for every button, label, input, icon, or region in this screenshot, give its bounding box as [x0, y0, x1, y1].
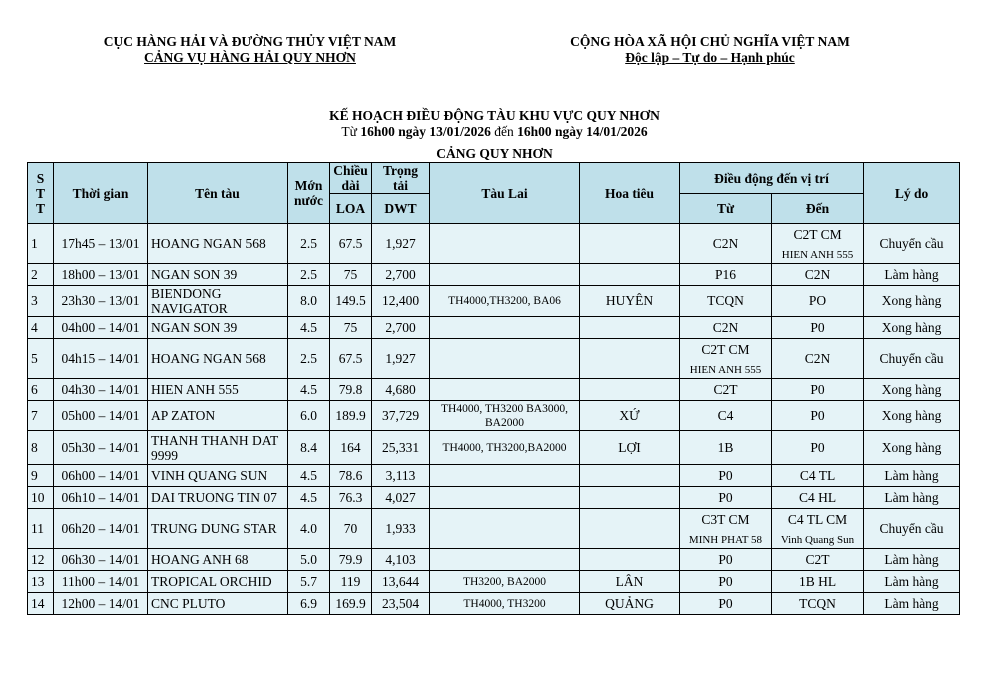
row-time: 17h45 – 13/01 — [54, 224, 148, 264]
row-time: 23h30 – 13/01 — [54, 286, 148, 317]
row-ship-name: NGAN SON 39 — [148, 264, 288, 286]
row-from-main: P0 — [718, 573, 733, 589]
row-dwt: 2,700 — [372, 264, 430, 286]
table-row — [28, 571, 960, 593]
row-from — [680, 465, 772, 487]
row-dwt: 4,680 — [372, 379, 430, 401]
document-title: KẾ HOẠCH ĐIỀU ĐỘNG TÀU KHU VỰC QUY NHƠN — [329, 108, 660, 123]
row-draft: 4.5 — [288, 379, 330, 401]
table-row — [28, 487, 960, 509]
table-row — [28, 549, 960, 571]
row-to-main: C4 TL — [799, 467, 836, 483]
row-stt: 2 — [28, 264, 54, 286]
row-stt: 3 — [28, 286, 54, 317]
row-reason: Xong hàng — [864, 379, 960, 401]
row-dwt: 1,927 — [372, 224, 430, 264]
row-loa: 76.3 — [330, 487, 372, 509]
port-name: CẢNG QUY NHƠN — [436, 146, 553, 161]
col-tonnage: Trọng tải — [372, 163, 430, 194]
row-from — [680, 264, 772, 286]
table-row — [28, 431, 960, 465]
row-draft: 5.7 — [288, 571, 330, 593]
row-reason: Làm hàng — [864, 465, 960, 487]
table-row — [28, 379, 960, 401]
row-stt: 5 — [28, 339, 54, 379]
row-pilot — [580, 465, 680, 487]
row-pilot: QUẢNG — [580, 593, 680, 615]
port-authority-name: CẢNG VỤ HÀNG HẢI QUY NHƠN — [144, 50, 356, 65]
row-to-main: P0 — [810, 439, 825, 455]
row-reason: Làm hàng — [864, 549, 960, 571]
row-pilot — [580, 487, 680, 509]
row-loa: 70 — [330, 509, 372, 549]
agency-header — [60, 34, 440, 66]
row-ship-name: HOANG NGAN 568 — [148, 224, 288, 264]
row-to — [772, 593, 864, 615]
row-pilot — [580, 317, 680, 339]
period-to: 16h00 ngày 14/01/2026 — [517, 124, 648, 139]
row-time: 05h00 – 14/01 — [54, 401, 148, 431]
table-row — [28, 317, 960, 339]
row-ship-name: TROPICAL ORCHID — [148, 571, 288, 593]
row-pilot — [580, 379, 680, 401]
row-time: 06h10 – 14/01 — [54, 487, 148, 509]
row-tug — [430, 224, 580, 264]
row-to — [772, 286, 864, 317]
row-ship-name: HIEN ANH 555 — [148, 379, 288, 401]
agency-name: CỤC HÀNG HẢI VÀ ĐƯỜNG THỦY VIỆT NAM — [103, 34, 397, 49]
row-reason: Chuyển cầu — [864, 509, 960, 549]
row-from — [680, 339, 772, 379]
row-from — [680, 431, 772, 465]
row-pilot — [580, 549, 680, 571]
table-row — [28, 339, 960, 379]
row-tug: TH4000, TH3200,BA2000 — [430, 431, 580, 465]
row-stt: 10 — [28, 487, 54, 509]
row-to-main: C4 HL — [798, 489, 837, 505]
row-ship-name: AP ZATON — [148, 401, 288, 431]
row-pilot: LỢI — [580, 431, 680, 465]
row-pilot — [580, 339, 680, 379]
row-draft: 2.5 — [288, 224, 330, 264]
row-pilot: XỨ — [580, 401, 680, 431]
row-dwt: 23,504 — [372, 593, 430, 615]
table-body — [28, 224, 960, 615]
row-loa: 189.9 — [330, 401, 372, 431]
row-loa: 79.8 — [330, 379, 372, 401]
row-to — [772, 339, 864, 379]
row-from-main: C2T — [713, 381, 738, 397]
row-loa: 119 — [330, 571, 372, 593]
row-time: 04h00 – 14/01 — [54, 317, 148, 339]
row-stt: 6 — [28, 379, 54, 401]
row-from-main: 1B — [717, 439, 734, 455]
row-pilot: LÂN — [580, 571, 680, 593]
row-loa: 169.9 — [330, 593, 372, 615]
row-tug — [430, 264, 580, 286]
row-ship-name: TRUNG DUNG STAR — [148, 509, 288, 549]
row-ship-name: NGAN SON 39 — [148, 317, 288, 339]
row-stt: 1 — [28, 224, 54, 264]
row-from-main: C2N — [712, 235, 739, 251]
row-reason: Xong hàng — [864, 286, 960, 317]
row-to-main: PO — [808, 293, 827, 308]
table-row — [28, 593, 960, 615]
row-reason: Làm hàng — [864, 571, 960, 593]
row-reason: Xong hàng — [864, 431, 960, 465]
row-draft: 4.5 — [288, 317, 330, 339]
national-title: CỘNG HÒA XÃ HỘI CHỦ NGHĨA VIỆT NAM — [570, 34, 850, 49]
row-to — [772, 379, 864, 401]
row-time: 06h20 – 14/01 — [54, 509, 148, 549]
row-to-main: TCQN — [799, 595, 836, 611]
col-ship: Tên tàu — [148, 163, 288, 224]
period-line: Từ 16h00 ngày 13/01/2026 đến 16h00 ngày 14/01/2026 — [341, 124, 648, 139]
row-draft: 4.0 — [288, 509, 330, 549]
row-time: 05h30 – 14/01 — [54, 431, 148, 465]
national-header — [510, 34, 910, 66]
row-to-main: C2N — [804, 266, 831, 282]
row-loa: 79.9 — [330, 549, 372, 571]
row-draft: 6.9 — [288, 593, 330, 615]
row-to — [772, 264, 864, 286]
row-tug — [430, 379, 580, 401]
row-draft: 4.5 — [288, 465, 330, 487]
row-tug — [430, 509, 580, 549]
row-stt: 4 — [28, 317, 54, 339]
row-from-main: P16 — [714, 266, 736, 282]
table-row — [28, 401, 960, 431]
row-reason: Xong hàng — [864, 317, 960, 339]
row-tug — [430, 339, 580, 379]
row-from-main: P0 — [718, 489, 733, 505]
row-tug — [430, 465, 580, 487]
row-stt: 9 — [28, 465, 54, 487]
row-draft: 5.0 — [288, 549, 330, 571]
row-reason: Xong hàng — [864, 401, 960, 431]
col-loa: LOA — [330, 194, 372, 224]
national-motto: Độc lập – Tự do – Hạnh phúc — [625, 50, 795, 65]
row-draft: 2.5 — [288, 264, 330, 286]
row-tug — [430, 317, 580, 339]
row-loa: 75 — [330, 264, 372, 286]
row-stt: 12 — [28, 549, 54, 571]
document-title-block — [0, 108, 989, 162]
row-from — [680, 401, 772, 431]
row-pilot — [580, 224, 680, 264]
row-from-main: P0 — [718, 595, 733, 611]
row-ship-name: BIENDONG NAVIGATOR — [148, 286, 288, 317]
row-to-note: Vinh Quang Sun — [780, 533, 855, 546]
row-ship-name: THANH THANH DAT 9999 — [148, 431, 288, 465]
row-ship-name: HOANG NGAN 568 — [148, 339, 288, 379]
col-dwt: DWT — [372, 194, 430, 224]
period-from: 16h00 ngày 13/01/2026 — [360, 124, 491, 139]
row-to-main: P0 — [810, 319, 825, 335]
row-dwt: 4,027 — [372, 487, 430, 509]
row-to-main: C4 TL CM — [787, 511, 848, 527]
row-to — [772, 317, 864, 339]
row-from — [680, 549, 772, 571]
row-draft: 8.0 — [288, 286, 330, 317]
row-pilot: HUYÊN — [580, 286, 680, 317]
row-reason: Làm hàng — [864, 487, 960, 509]
col-to: Đến — [772, 194, 864, 224]
row-pilot — [580, 264, 680, 286]
row-tug: TH4000,TH3200, BA06 — [430, 286, 580, 317]
row-reason: Làm hàng — [864, 264, 960, 286]
row-tug — [430, 549, 580, 571]
row-to-note: HIEN ANH 555 — [781, 248, 854, 261]
row-from — [680, 571, 772, 593]
row-stt: 11 — [28, 509, 54, 549]
row-from-main: C2T CM — [701, 341, 750, 357]
col-length: Chiều dài — [330, 163, 372, 194]
col-reason: Lý do — [864, 163, 960, 224]
row-to-main: C2N — [804, 350, 831, 366]
row-to — [772, 571, 864, 593]
row-tug: TH3200, BA2000 — [430, 571, 580, 593]
row-to — [772, 487, 864, 509]
table-row — [28, 509, 960, 549]
row-from-main: TCQN — [707, 293, 744, 308]
row-reason: Chuyển cầu — [864, 224, 960, 264]
row-stt: 14 — [28, 593, 54, 615]
row-to-main: 1B HL — [798, 573, 837, 589]
row-time: 04h15 – 14/01 — [54, 339, 148, 379]
row-from — [680, 317, 772, 339]
row-time: 18h00 – 13/01 — [54, 264, 148, 286]
row-dwt: 3,113 — [372, 465, 430, 487]
row-from-main: C4 — [717, 407, 734, 423]
row-from-main: P0 — [718, 551, 733, 567]
row-reason: Chuyển cầu — [864, 339, 960, 379]
row-from — [680, 286, 772, 317]
row-draft: 2.5 — [288, 339, 330, 379]
col-stt: S T T — [28, 163, 54, 224]
row-loa: 78.6 — [330, 465, 372, 487]
ship-movement-table — [27, 162, 960, 615]
row-to — [772, 224, 864, 264]
row-dwt: 25,331 — [372, 431, 430, 465]
row-tug — [430, 487, 580, 509]
row-from-note: MINH PHAT 58 — [688, 533, 763, 546]
row-to-main: P0 — [810, 407, 825, 423]
row-pilot — [580, 509, 680, 549]
col-move-to: Điều động đến vị trí — [680, 163, 864, 194]
row-to-main: C2T — [805, 551, 830, 567]
row-to — [772, 549, 864, 571]
row-dwt: 1,927 — [372, 339, 430, 379]
row-loa: 164 — [330, 431, 372, 465]
row-from-main: P0 — [718, 467, 733, 483]
row-to — [772, 465, 864, 487]
table-row — [28, 286, 960, 317]
table-header — [28, 163, 960, 224]
row-from — [680, 593, 772, 615]
col-tug: Tàu Lai — [430, 163, 580, 224]
row-time: 06h30 – 14/01 — [54, 549, 148, 571]
row-to-main: C2T CM — [793, 226, 842, 242]
col-time: Thời gian — [54, 163, 148, 224]
row-ship-name: VINH QUANG SUN — [148, 465, 288, 487]
col-from: Từ — [680, 194, 772, 224]
row-tug: TH4000, TH3200 BA3000, BA2000 — [430, 401, 580, 431]
row-to-main: P0 — [810, 381, 825, 397]
row-to — [772, 401, 864, 431]
row-from-main: C2N — [712, 319, 739, 335]
row-dwt: 13,644 — [372, 571, 430, 593]
row-dwt: 1,933 — [372, 509, 430, 549]
row-loa: 67.5 — [330, 339, 372, 379]
row-time: 11h00 – 14/01 — [54, 571, 148, 593]
row-draft: 6.0 — [288, 401, 330, 431]
row-from-main: C3T CM — [701, 511, 750, 527]
row-dwt: 12,400 — [372, 286, 430, 317]
row-stt: 7 — [28, 401, 54, 431]
row-time: 12h00 – 14/01 — [54, 593, 148, 615]
row-dwt: 2,700 — [372, 317, 430, 339]
row-from — [680, 487, 772, 509]
row-stt: 8 — [28, 431, 54, 465]
col-draft: Mớn nước — [288, 163, 330, 224]
row-draft: 4.5 — [288, 487, 330, 509]
row-to — [772, 431, 864, 465]
row-ship-name: HOANG ANH 68 — [148, 549, 288, 571]
row-to — [772, 509, 864, 549]
row-dwt: 37,729 — [372, 401, 430, 431]
row-from — [680, 224, 772, 264]
row-dwt: 4,103 — [372, 549, 430, 571]
row-from-note: HIEN ANH 555 — [689, 363, 762, 376]
row-from — [680, 509, 772, 549]
row-stt: 13 — [28, 571, 54, 593]
row-loa: 149.5 — [330, 286, 372, 317]
table-row — [28, 264, 960, 286]
table-row — [28, 224, 960, 264]
row-ship-name: DAI TRUONG TIN 07 — [148, 487, 288, 509]
row-from — [680, 379, 772, 401]
row-loa: 75 — [330, 317, 372, 339]
row-tug: TH4000, TH3200 — [430, 593, 580, 615]
table-row — [28, 465, 960, 487]
row-time: 04h30 – 14/01 — [54, 379, 148, 401]
row-time: 06h00 – 14/01 — [54, 465, 148, 487]
col-pilot: Hoa tiêu — [580, 163, 680, 224]
row-loa: 67.5 — [330, 224, 372, 264]
row-ship-name: CNC PLUTO — [148, 593, 288, 615]
row-draft: 8.4 — [288, 431, 330, 465]
row-reason: Làm hàng — [864, 593, 960, 615]
